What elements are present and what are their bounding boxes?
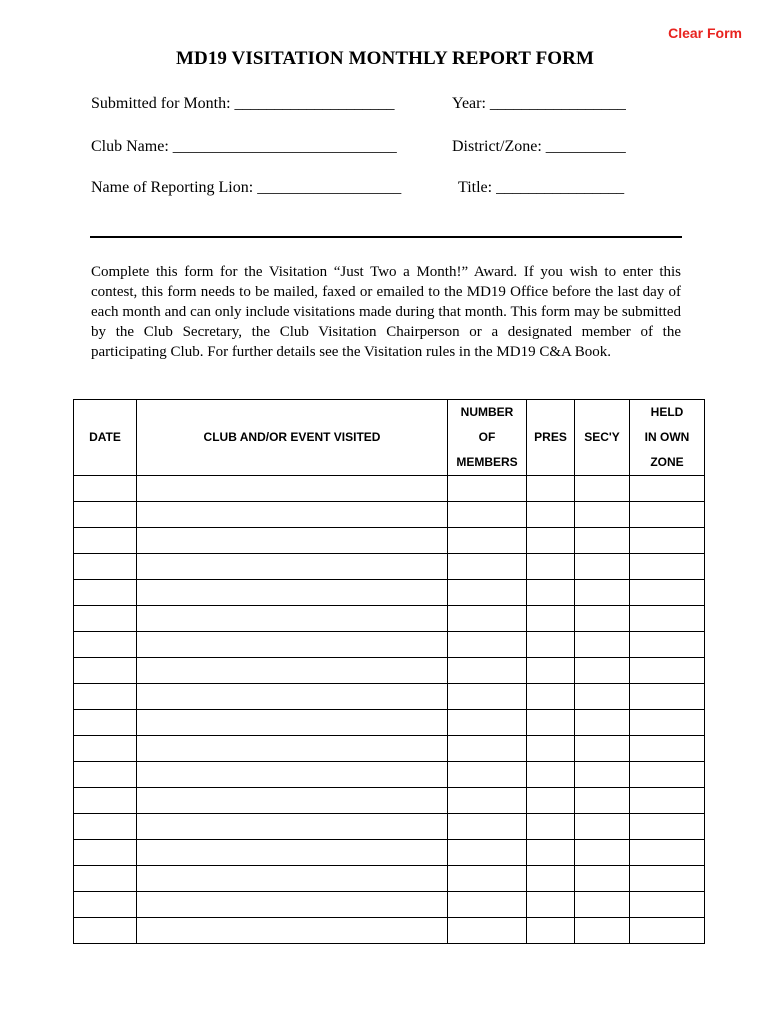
header-number-of-members: [448, 400, 527, 476]
header-zone-line2: IN OWN: [644, 430, 690, 444]
members-cell[interactable]: [448, 710, 527, 736]
pres-cell[interactable]: [527, 658, 575, 684]
pres-cell[interactable]: [527, 502, 575, 528]
date-cell[interactable]: [74, 632, 137, 658]
club-event-cell[interactable]: [137, 658, 448, 684]
field-row-lion: [91, 179, 691, 197]
zone-cell[interactable]: [630, 528, 705, 554]
members-cell[interactable]: [448, 840, 527, 866]
members-cell[interactable]: [448, 762, 527, 788]
club-event-cell[interactable]: [137, 866, 448, 892]
table-row: [74, 918, 705, 944]
club-event-cell[interactable]: [137, 684, 448, 710]
header-secy: SEC'Y: [575, 400, 630, 476]
pres-cell[interactable]: [527, 528, 575, 554]
date-cell[interactable]: [74, 476, 137, 502]
club-event-cell[interactable]: [137, 554, 448, 580]
zone-cell[interactable]: [630, 762, 705, 788]
secy-cell[interactable]: [575, 658, 630, 684]
members-cell[interactable]: [448, 736, 527, 762]
zone-cell[interactable]: [630, 554, 705, 580]
date-cell[interactable]: [74, 736, 137, 762]
club-event-cell[interactable]: [137, 632, 448, 658]
members-cell[interactable]: [448, 814, 527, 840]
secy-cell[interactable]: [575, 736, 630, 762]
zone-cell[interactable]: [630, 892, 705, 918]
table-body: [74, 476, 705, 944]
club-event-cell[interactable]: [137, 762, 448, 788]
pres-cell[interactable]: [527, 918, 575, 944]
table-row: [74, 866, 705, 892]
page-title: MD19 VISITATION MONTHLY REPORT FORM: [175, 48, 595, 69]
table-row: [74, 736, 705, 762]
table-row: [74, 554, 705, 580]
header-members-line3: MEMBERS: [456, 455, 518, 469]
header-members-line2: OF: [478, 430, 496, 444]
zone-cell[interactable]: [630, 658, 705, 684]
secy-cell[interactable]: [575, 606, 630, 632]
table-row: [74, 788, 705, 814]
club-event-cell[interactable]: [137, 840, 448, 866]
zone-cell[interactable]: [630, 814, 705, 840]
members-cell[interactable]: [448, 788, 527, 814]
zone-cell[interactable]: [630, 476, 705, 502]
table-row: [74, 502, 705, 528]
date-cell[interactable]: [74, 658, 137, 684]
date-cell[interactable]: [74, 892, 137, 918]
secy-cell[interactable]: [575, 762, 630, 788]
secy-cell[interactable]: [575, 502, 630, 528]
table-row: [74, 684, 705, 710]
date-cell[interactable]: [74, 554, 137, 580]
pres-cell[interactable]: [527, 632, 575, 658]
pres-cell[interactable]: [527, 554, 575, 580]
secy-cell[interactable]: [575, 528, 630, 554]
date-cell[interactable]: [74, 528, 137, 554]
club-event-cell[interactable]: [137, 476, 448, 502]
table-row: [74, 528, 705, 554]
pres-cell[interactable]: [527, 788, 575, 814]
table-row: [74, 632, 705, 658]
secy-cell[interactable]: [575, 788, 630, 814]
table-row: [74, 814, 705, 840]
zone-cell[interactable]: [630, 684, 705, 710]
pres-cell[interactable]: [527, 476, 575, 502]
club-event-cell[interactable]: [137, 918, 448, 944]
pres-cell[interactable]: [527, 710, 575, 736]
club-event-cell[interactable]: [137, 814, 448, 840]
secy-cell[interactable]: [575, 684, 630, 710]
members-cell[interactable]: [448, 554, 527, 580]
pres-cell[interactable]: [527, 866, 575, 892]
club-event-cell[interactable]: [137, 710, 448, 736]
header-zone-line1: HELD: [650, 405, 684, 419]
table-row: [74, 606, 705, 632]
pres-cell[interactable]: [527, 684, 575, 710]
zone-cell[interactable]: [630, 606, 705, 632]
members-cell[interactable]: [448, 658, 527, 684]
members-cell[interactable]: [448, 918, 527, 944]
date-cell[interactable]: [74, 684, 137, 710]
table-row: [74, 476, 705, 502]
pres-cell[interactable]: [527, 736, 575, 762]
zone-cell[interactable]: [630, 736, 705, 762]
members-cell[interactable]: [448, 528, 527, 554]
submitted-month-field[interactable]: Submitted for Month: ____________________: [91, 95, 395, 112]
field-row-club: [91, 138, 691, 156]
secy-cell[interactable]: [575, 632, 630, 658]
club-event-cell[interactable]: [137, 606, 448, 632]
secy-cell[interactable]: [575, 710, 630, 736]
table-row: [74, 762, 705, 788]
club-event-cell[interactable]: [137, 788, 448, 814]
table-row: [74, 892, 705, 918]
club-event-cell[interactable]: [137, 528, 448, 554]
club-event-cell[interactable]: [137, 502, 448, 528]
pres-cell[interactable]: [527, 580, 575, 606]
year-field[interactable]: Year: _________________: [452, 95, 626, 112]
members-cell[interactable]: [448, 632, 527, 658]
members-cell[interactable]: [448, 606, 527, 632]
date-cell[interactable]: [74, 814, 137, 840]
header-held-in-own-zone: [630, 400, 705, 476]
title-field[interactable]: Title: ________________: [458, 179, 625, 196]
visitation-table: [73, 399, 705, 944]
secy-cell[interactable]: [575, 476, 630, 502]
zone-cell[interactable]: [630, 918, 705, 944]
club-event-cell[interactable]: [137, 892, 448, 918]
pres-cell[interactable]: [527, 892, 575, 918]
date-cell[interactable]: [74, 840, 137, 866]
secy-cell[interactable]: [575, 840, 630, 866]
date-cell[interactable]: [74, 918, 137, 944]
date-cell[interactable]: [74, 502, 137, 528]
header-members-line1: NUMBER: [460, 405, 514, 419]
district-zone-field[interactable]: District/Zone: __________: [452, 138, 626, 155]
pres-cell[interactable]: [527, 814, 575, 840]
members-cell[interactable]: [448, 502, 527, 528]
table-row: [74, 658, 705, 684]
zone-cell[interactable]: [630, 866, 705, 892]
zone-cell[interactable]: [630, 502, 705, 528]
date-cell[interactable]: [74, 788, 137, 814]
header-zone-line3: ZONE: [650, 455, 684, 469]
members-cell[interactable]: [448, 476, 527, 502]
pres-cell[interactable]: [527, 606, 575, 632]
pres-cell[interactable]: [527, 762, 575, 788]
club-event-cell[interactable]: [137, 736, 448, 762]
club-name-field[interactable]: Club Name: ____________________________: [91, 138, 397, 155]
header-pres: PRES: [527, 400, 575, 476]
header-date: DATE: [74, 400, 137, 476]
field-row-month: [91, 95, 691, 113]
zone-cell[interactable]: [630, 580, 705, 606]
date-cell[interactable]: [74, 580, 137, 606]
secy-cell[interactable]: [575, 814, 630, 840]
members-cell[interactable]: [448, 866, 527, 892]
date-cell[interactable]: [74, 866, 137, 892]
secy-cell[interactable]: [575, 580, 630, 606]
table-row: [74, 710, 705, 736]
date-cell[interactable]: [74, 762, 137, 788]
club-event-cell[interactable]: [137, 580, 448, 606]
zone-cell[interactable]: [630, 632, 705, 658]
date-cell[interactable]: [74, 710, 137, 736]
secy-cell[interactable]: [575, 554, 630, 580]
table-row: [74, 580, 705, 606]
pres-cell[interactable]: [527, 840, 575, 866]
zone-cell[interactable]: [630, 710, 705, 736]
members-cell[interactable]: [448, 684, 527, 710]
zone-cell[interactable]: [630, 788, 705, 814]
instructions-paragraph: Complete this form for the Visitation “Just Two a Month!” Award. If you wish to enter this contest, this form needs to be mailed, faxed or emailed to the MD19 Office before the last day of each month and can only include visitations made during that month. This form may be submitted by the Club Secretary, the Club Visitation Chairperson or a designated member of the participating Club. For further details see the Visitation rules in the MD19 C&A Book.: [91, 264, 681, 360]
header-club-event: CLUB AND/OR EVENT VISITED: [137, 400, 448, 476]
table-row: [74, 840, 705, 866]
clear-form-button[interactable]: Clear Form: [668, 25, 742, 41]
secy-cell[interactable]: [575, 892, 630, 918]
reporting-lion-field[interactable]: Name of Reporting Lion: __________________: [91, 179, 402, 196]
divider: [90, 236, 682, 238]
members-cell[interactable]: [448, 580, 527, 606]
secy-cell[interactable]: [575, 866, 630, 892]
zone-cell[interactable]: [630, 840, 705, 866]
table-header-row: [74, 400, 705, 476]
date-cell[interactable]: [74, 606, 137, 632]
secy-cell[interactable]: [575, 918, 630, 944]
members-cell[interactable]: [448, 892, 527, 918]
